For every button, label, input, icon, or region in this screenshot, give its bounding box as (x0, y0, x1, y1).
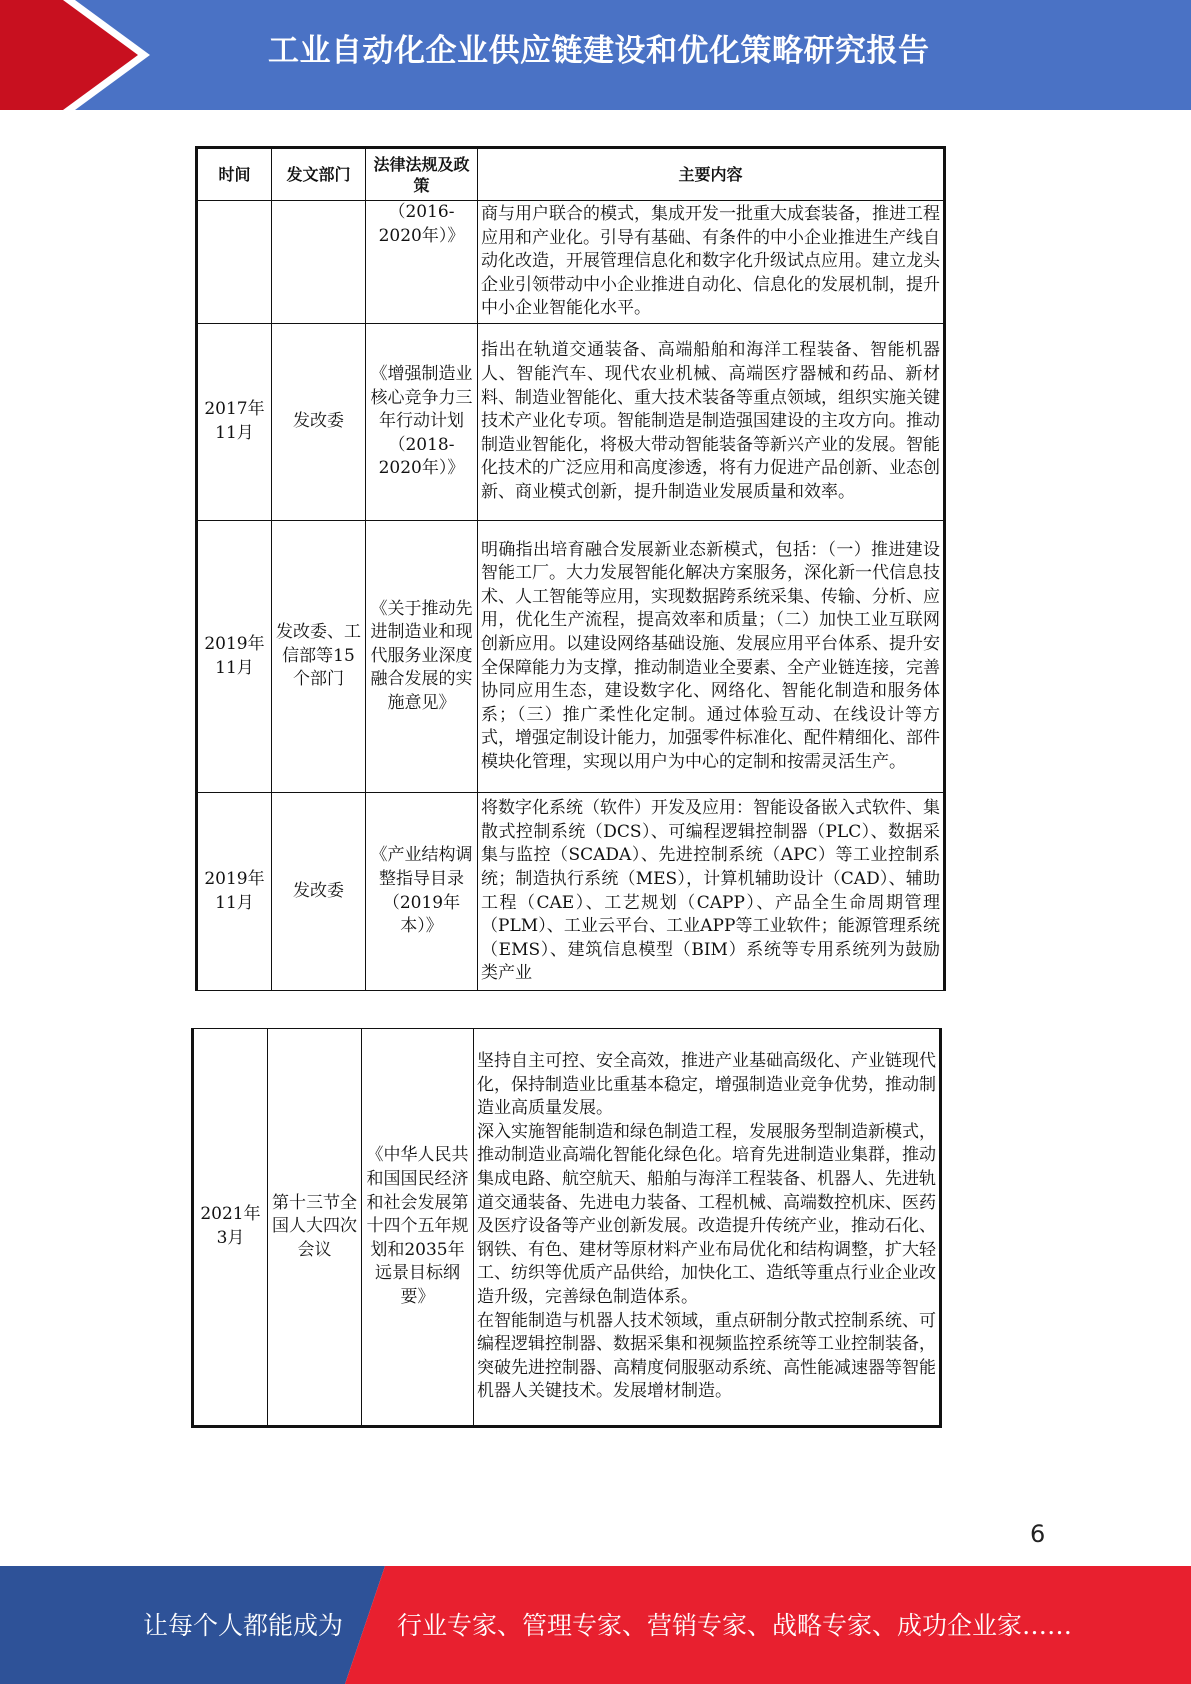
content-paragraph: 坚持自主可控、安全高效，推进产业基础高级化、产业链现代化，保持制造业比重基本稳定，增强制造业竞争优势，推动制造业高质量发展。 (477, 1051, 936, 1119)
cell-dept (272, 201, 366, 324)
chevron-arrow-icon (0, 0, 160, 110)
header-band (0, 0, 1191, 110)
cell-law: （2016-2020年）》 (366, 201, 478, 324)
header-law: 法律法规及政策 (366, 148, 478, 201)
page-number: 6 (1030, 1520, 1046, 1548)
cell-dept: 第十三节全国人大四次会议 (268, 1029, 362, 1427)
cell-law: 《关于推动先进制造业和现代服务业深度融合发展的实施意见》 (366, 521, 478, 793)
cell-content: 明确指出培育融合发展新业态新模式，包括：（一）推进建设智能工厂。大力发展智能化解决方案服务，深化新一代信息技术、人工智能等应用，实现数据跨系统采集、传输、分析、应用，优化生产流程，提高效率和质量；（二）加快工业互联网创新应用。以建设网络基础设施、发展应用平台体系、提升安全保障能力为支撑，推动制造业全要素、全产业链连接，完善协同应用生态，建设数字化、网络化、智能化制造和服务体系；（三）推广柔性化定制。通过体验互动、在线设计等方式，增强定制设计能力，加强零件标准化、配件精细化、部件模块化管理，实现以用户为中心的定制和按需灵活生产。 (478, 521, 945, 793)
policy-table (195, 146, 946, 991)
cell-content: 指出在轨道交通装备、高端船舶和海洋工程装备、智能机器人、智能汽车、现代农业机械、高端医疗器械和药品、新材料、制造业智能化、重大技术装备等重点领域，组织实施关键技术产业化专项。智能制造是制造强国建设的主攻方向。推动制造业智能化，将极大带动智能装备等新兴产业的发展。智能化技术的广泛应用和高度渗透，将有力促进产品创新、业态创新、商业模式创新，提升制造业发展质量和效率。 (478, 324, 945, 521)
cell-content (474, 1029, 941, 1427)
content-paragraph: 在智能制造与机器人技术领域，重点研制分散式控制系统、可编程逻辑控制器、数据采集和视频监控系统等工业控制装备，突破先进控制器、高精度伺服驱动系统、高性能减速器等智能机器人关键技术。发展增材制造。 (477, 1310, 936, 1402)
cell-dept: 发改委 (272, 793, 366, 991)
footer-band (0, 1566, 1191, 1684)
cell-time: 2021年3月 (193, 1029, 268, 1427)
cell-law: 《增强制造业核心竞争力三年行动计划（2018-2020年）》 (366, 324, 478, 521)
table-row (197, 521, 945, 793)
cell-law: 《中华人民共和国国民经济和社会发展第十四个五年规划和2035年远景目标纲要》 (362, 1029, 474, 1427)
header-content: 主要内容 (478, 148, 945, 201)
cell-content: 商与用户联合的模式，集成开发一批重大成套装备，推进工程应用和产业化。引导有基础、有条件的中小企业推进生产线自动化改造，开展管理信息化和数字化升级试点应用。建立龙头企业引领带动中小企业推进自动化、信息化的发展机制，提升中小企业智能化水平。 (478, 201, 945, 324)
cell-time: 2019年11月 (197, 793, 272, 991)
cell-law: 《产业结构调整指导目录（2019年本）》 (366, 793, 478, 991)
header-dept: 发文部门 (272, 148, 366, 201)
cell-dept: 发改委、工信部等15个部门 (272, 521, 366, 793)
header-time: 时间 (197, 148, 272, 201)
content-paragraph: 深入实施智能制造和绿色制造工程，发展服务型制造新模式，推动制造业高端化智能化绿色化。培育先进制造业集群，推动集成电路、航空航天、船舶与海洋工程装备、机器人、先进轨道交通装备、先进电力装备、工程机械、高端数控机床、医药及医疗设备等产业创新发展。改造提升传统产业，推动石化、钢铁、有色、建材等原材料产业布局优化和结构调整，扩大轻工、纺织等优质产品供给，加快化工、造纸等重点行业企业改造升级，完善绿色制造体系。 (477, 1121, 936, 1307)
table-row (197, 793, 945, 991)
table-row (197, 201, 945, 324)
cell-time (197, 201, 272, 324)
table-row (193, 1029, 941, 1427)
footer-slogan-right: 行业专家、管理专家、营销专家、战略专家、成功企业家…… (397, 1611, 1073, 1640)
table-header-row (197, 148, 945, 201)
report-title: 工业自动化企业供应链建设和优化策略研究报告 (268, 33, 930, 69)
cell-dept: 发改委 (272, 324, 366, 521)
cell-time: 2019年11月 (197, 521, 272, 793)
table-row (197, 324, 945, 521)
cell-time: 2017年11月 (197, 324, 272, 521)
footer-slogan-left: 让每个人都能成为 (143, 1611, 344, 1640)
policy-table-continued (191, 1028, 942, 1428)
cell-content: 将数字化系统（软件）开发及应用：智能设备嵌入式软件、集散式控制系统（DCS）、可编程逻辑控制器（PLC）、数据采集与监控（SCADA）、先进控制系统（APC）等工业控制系统；制造执行系统（MES），计算机辅助设计（CAD）、辅助工程（CAE）、工艺规划（CAPP）、产品全生命周期管理（PLM）、工业云平台、工业APP等工业软件；能源管理系统（EMS）、建筑信息模型（BIM）系统等专用系统列为鼓励类产业 (478, 793, 945, 991)
